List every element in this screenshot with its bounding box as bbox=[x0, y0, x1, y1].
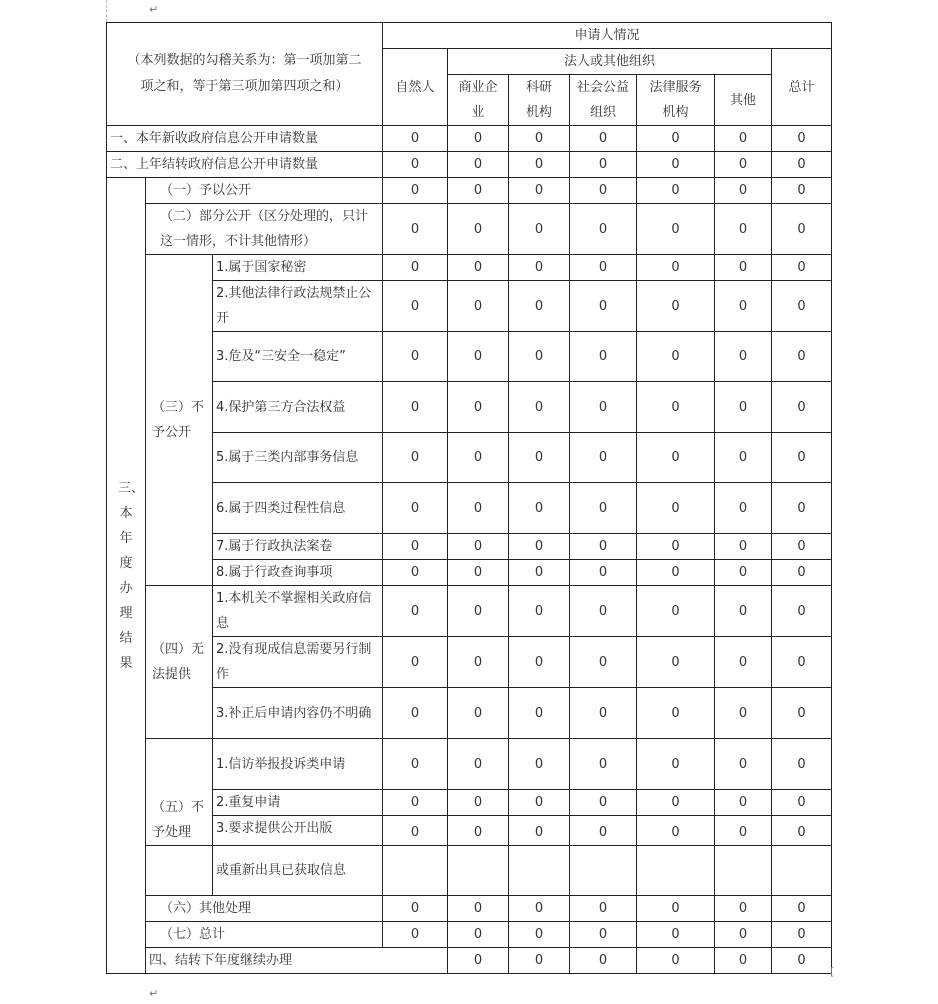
cell-value: 0 bbox=[383, 922, 448, 948]
header-total: 总计 bbox=[772, 49, 832, 126]
cell-value: 0 bbox=[383, 281, 448, 332]
cell-value: 0 bbox=[448, 560, 509, 586]
cell-value: 0 bbox=[772, 433, 832, 483]
cell-value: 0 bbox=[715, 560, 772, 586]
cell-value: 0 bbox=[715, 790, 772, 816]
cell-value: 0 bbox=[448, 922, 509, 948]
row-g2-label: （二）部分公开（区分处理的，只计这一情形，不计其他情形） bbox=[146, 204, 383, 255]
cell-value: 0 bbox=[570, 560, 637, 586]
cell-value: 0 bbox=[383, 739, 448, 790]
cell-value: 0 bbox=[448, 382, 509, 433]
cell-value: 0 bbox=[570, 281, 637, 332]
header-natural-person: 自然人 bbox=[383, 49, 448, 126]
cell-value: 0 bbox=[570, 534, 637, 560]
empty-cell bbox=[637, 846, 715, 896]
cell-value: 0 bbox=[509, 126, 570, 152]
cell-value: 0 bbox=[509, 790, 570, 816]
cell-value: 0 bbox=[772, 332, 832, 382]
cell-value: 0 bbox=[570, 790, 637, 816]
cell-value: 0 bbox=[772, 790, 832, 816]
cell-value: 0 bbox=[570, 152, 637, 178]
header-research: 科研机构 bbox=[509, 75, 570, 126]
cell-value: 0 bbox=[448, 896, 509, 922]
cell-value: 0 bbox=[509, 922, 570, 948]
cell-value: 0 bbox=[715, 896, 772, 922]
cell-value: 0 bbox=[509, 896, 570, 922]
cell-value: 0 bbox=[637, 560, 715, 586]
header-note: （本列数据的勾稽关系为：第一项加第二项之和，等于第三项加第四项之和） bbox=[107, 23, 383, 126]
cell-value: 0 bbox=[637, 332, 715, 382]
cell-value: 0 bbox=[509, 534, 570, 560]
cell-value: 0 bbox=[637, 586, 715, 637]
cell-value: 0 bbox=[715, 483, 772, 534]
cell-value: 0 bbox=[448, 739, 509, 790]
row-i3-7-label: 7.属于行政执法案卷 bbox=[213, 534, 383, 560]
cell-value: 0 bbox=[637, 816, 715, 846]
header-other: 其他 bbox=[715, 75, 772, 126]
cell-value: 0 bbox=[383, 586, 448, 637]
row-i4-2-label: 2.没有现成信息需要另行制作 bbox=[213, 637, 383, 688]
empty-cell bbox=[570, 846, 637, 896]
cell-value: 0 bbox=[715, 281, 772, 332]
cell-value: 0 bbox=[509, 560, 570, 586]
cell-value: 0 bbox=[383, 688, 448, 739]
row-i3-3-label: 3.危及“三安全一稳定” bbox=[213, 332, 383, 382]
cell-value: 0 bbox=[637, 281, 715, 332]
cell-value: 0 bbox=[637, 152, 715, 178]
row-i5-2-label: 2.重复申请 bbox=[213, 790, 383, 816]
cell-value: 0 bbox=[383, 637, 448, 688]
cell-value: 0 bbox=[772, 637, 832, 688]
header-social: 社会公益组织 bbox=[570, 75, 637, 126]
row-i3-8-label: 8.属于行政查询事项 bbox=[213, 560, 383, 586]
cell-value: 0 bbox=[772, 560, 832, 586]
report-table bbox=[106, 22, 832, 974]
cell-value: 0 bbox=[448, 152, 509, 178]
cell-value: 0 bbox=[715, 204, 772, 255]
cell-value: 0 bbox=[448, 637, 509, 688]
row-s3-label: 三、本年度办理结果 bbox=[107, 178, 146, 974]
cell-value: 0 bbox=[448, 586, 509, 637]
cell-value: 0 bbox=[383, 332, 448, 382]
cell-value: 0 bbox=[570, 332, 637, 382]
cell-value: 0 bbox=[448, 948, 509, 974]
cell-value: 0 bbox=[570, 178, 637, 204]
cell-value: 0 bbox=[448, 433, 509, 483]
cell-value: 0 bbox=[772, 178, 832, 204]
cell-value: 0 bbox=[715, 688, 772, 739]
cell-value: 0 bbox=[570, 433, 637, 483]
cell-value: 0 bbox=[772, 816, 832, 846]
cell-value: 0 bbox=[715, 382, 772, 433]
cell-value: 0 bbox=[570, 896, 637, 922]
cell-value: 0 bbox=[772, 688, 832, 739]
cell-value: 0 bbox=[715, 922, 772, 948]
cell-value: 0 bbox=[772, 534, 832, 560]
cell-value: 0 bbox=[570, 586, 637, 637]
cell-value: 0 bbox=[772, 586, 832, 637]
cell-value: 0 bbox=[509, 332, 570, 382]
cell-value: 0 bbox=[637, 382, 715, 433]
cell-value: 0 bbox=[715, 637, 772, 688]
cell-value: 0 bbox=[509, 483, 570, 534]
empty-cell bbox=[383, 846, 448, 896]
row-g4-label: （四）无法提供 bbox=[146, 586, 213, 739]
cell-value: 0 bbox=[637, 688, 715, 739]
cell-value: 0 bbox=[637, 255, 715, 281]
cell-value: 0 bbox=[772, 255, 832, 281]
cell-value: 0 bbox=[448, 204, 509, 255]
cell-value: 0 bbox=[570, 382, 637, 433]
cell-value: 0 bbox=[637, 126, 715, 152]
corner-mark: [ bbox=[830, 965, 835, 978]
cell-value: 0 bbox=[772, 739, 832, 790]
cell-value: 0 bbox=[715, 332, 772, 382]
header-legal-service: 法律服务机构 bbox=[637, 75, 715, 126]
header-applicant-info: 申请人情况 bbox=[383, 23, 832, 49]
cell-value: 0 bbox=[637, 483, 715, 534]
cell-value: 0 bbox=[509, 382, 570, 433]
cell-value: 0 bbox=[448, 688, 509, 739]
cell-value: 0 bbox=[383, 126, 448, 152]
row-i5-3-continued: 或重新出具已获取信息 bbox=[213, 846, 383, 896]
cell-value: 0 bbox=[570, 922, 637, 948]
cell-value: 0 bbox=[383, 560, 448, 586]
cell-value: 0 bbox=[772, 948, 832, 974]
row-i5-1-label: 1.信访举报投诉类申请 bbox=[213, 739, 383, 790]
cell-value: 0 bbox=[570, 948, 637, 974]
cell-value: 0 bbox=[715, 586, 772, 637]
cell-value: 0 bbox=[383, 382, 448, 433]
cell-value: 0 bbox=[448, 126, 509, 152]
empty-cell bbox=[146, 846, 213, 896]
row-i4-3-label: 3.补正后申请内容仍不明确 bbox=[213, 688, 383, 739]
cell-value: 0 bbox=[637, 739, 715, 790]
cell-value: 0 bbox=[715, 433, 772, 483]
paragraph-mark-top: ↵ bbox=[149, 3, 159, 16]
cell-value: 0 bbox=[383, 534, 448, 560]
cell-value: 0 bbox=[448, 790, 509, 816]
cell-value: 0 bbox=[715, 126, 772, 152]
cell-value: 0 bbox=[715, 739, 772, 790]
row-s1-label: 一、本年新收政府信息公开申请数量 bbox=[107, 126, 383, 152]
cell-value: 0 bbox=[383, 483, 448, 534]
page-margin-line bbox=[106, 0, 107, 22]
cell-value: 0 bbox=[772, 204, 832, 255]
cell-value: 0 bbox=[570, 637, 637, 688]
cell-value: 0 bbox=[383, 152, 448, 178]
cell-value: 0 bbox=[509, 948, 570, 974]
cell-value: 0 bbox=[383, 204, 448, 255]
cell-value: 0 bbox=[570, 483, 637, 534]
cell-value: 0 bbox=[448, 483, 509, 534]
cell-value: 0 bbox=[570, 255, 637, 281]
cell-value: 0 bbox=[637, 433, 715, 483]
cell-value: 0 bbox=[637, 178, 715, 204]
cell-value: 0 bbox=[637, 204, 715, 255]
row-s2-label: 二、上年结转政府信息公开申请数量 bbox=[107, 152, 383, 178]
row-s4-label: 四、结转下年度继续办理 bbox=[146, 948, 448, 974]
cell-value: 0 bbox=[715, 152, 772, 178]
row-i3-5-label: 5.属于三类内部事务信息 bbox=[213, 433, 383, 483]
cell-value: 0 bbox=[509, 281, 570, 332]
cell-value: 0 bbox=[772, 382, 832, 433]
cell-value: 0 bbox=[715, 534, 772, 560]
cell-value: 0 bbox=[448, 816, 509, 846]
row-i3-6-label: 6.属于四类过程性信息 bbox=[213, 483, 383, 534]
cell-value: 0 bbox=[570, 204, 637, 255]
cell-value: 0 bbox=[637, 922, 715, 948]
cell-value: 0 bbox=[448, 281, 509, 332]
cell-value: 0 bbox=[509, 433, 570, 483]
cell-value: 0 bbox=[772, 152, 832, 178]
cell-value: 0 bbox=[448, 332, 509, 382]
cell-value: 0 bbox=[637, 790, 715, 816]
row-g5-label: （五）不予处理 bbox=[146, 739, 213, 846]
cell-value: 0 bbox=[637, 948, 715, 974]
cell-value: 0 bbox=[715, 948, 772, 974]
cell-value: 0 bbox=[637, 637, 715, 688]
cell-value: 0 bbox=[772, 483, 832, 534]
cell-value: 0 bbox=[509, 178, 570, 204]
cell-value: 0 bbox=[448, 255, 509, 281]
row-g6-label: （六）其他处理 bbox=[146, 896, 383, 922]
row-g3-label: （三）不予公开 bbox=[146, 255, 213, 586]
row-i3-2-label: 2.其他法律行政法规禁止公开 bbox=[213, 281, 383, 332]
paragraph-mark-bottom: ↵ bbox=[149, 987, 159, 1000]
cell-value: 0 bbox=[448, 178, 509, 204]
cell-value: 0 bbox=[509, 255, 570, 281]
empty-cell bbox=[509, 846, 570, 896]
cell-value: 0 bbox=[772, 281, 832, 332]
cell-value: 0 bbox=[637, 896, 715, 922]
cell-value: 0 bbox=[509, 152, 570, 178]
header-legal-org: 法人或其他组织 bbox=[448, 49, 772, 75]
cell-value: 0 bbox=[570, 688, 637, 739]
empty-cell bbox=[448, 846, 509, 896]
empty-cell bbox=[715, 846, 772, 896]
row-g7-label: （七）总计 bbox=[146, 922, 383, 948]
header-commercial: 商业企业 bbox=[448, 75, 509, 126]
cell-value: 0 bbox=[509, 739, 570, 790]
row-i4-1-label: 1.本机关不掌握相关政府信息 bbox=[213, 586, 383, 637]
cell-value: 0 bbox=[772, 896, 832, 922]
cell-value: 0 bbox=[509, 816, 570, 846]
cell-value: 0 bbox=[383, 816, 448, 846]
row-i3-1-label: 1.属于国家秘密 bbox=[213, 255, 383, 281]
cell-value: 0 bbox=[570, 126, 637, 152]
cell-value: 0 bbox=[383, 896, 448, 922]
row-g1-label: （一）予以公开 bbox=[146, 178, 383, 204]
cell-value: 0 bbox=[509, 586, 570, 637]
cell-value: 0 bbox=[509, 204, 570, 255]
empty-cell bbox=[772, 846, 832, 896]
cell-value: 0 bbox=[570, 739, 637, 790]
cell-value: 0 bbox=[772, 126, 832, 152]
cell-value: 0 bbox=[772, 922, 832, 948]
cell-value: 0 bbox=[715, 178, 772, 204]
cell-value: 0 bbox=[509, 688, 570, 739]
cell-value: 0 bbox=[715, 255, 772, 281]
cell-value: 0 bbox=[383, 178, 448, 204]
row-i3-4-label: 4.保护第三方合法权益 bbox=[213, 382, 383, 433]
cell-value: 0 bbox=[509, 637, 570, 688]
cell-value: 0 bbox=[715, 816, 772, 846]
cell-value: 0 bbox=[637, 534, 715, 560]
cell-value: 0 bbox=[383, 433, 448, 483]
cell-value: 0 bbox=[383, 790, 448, 816]
cell-value: 0 bbox=[570, 816, 637, 846]
row-i5-3-label: 3.要求提供公开出版 bbox=[213, 816, 383, 846]
cell-value: 0 bbox=[448, 534, 509, 560]
cell-value: 0 bbox=[383, 255, 448, 281]
